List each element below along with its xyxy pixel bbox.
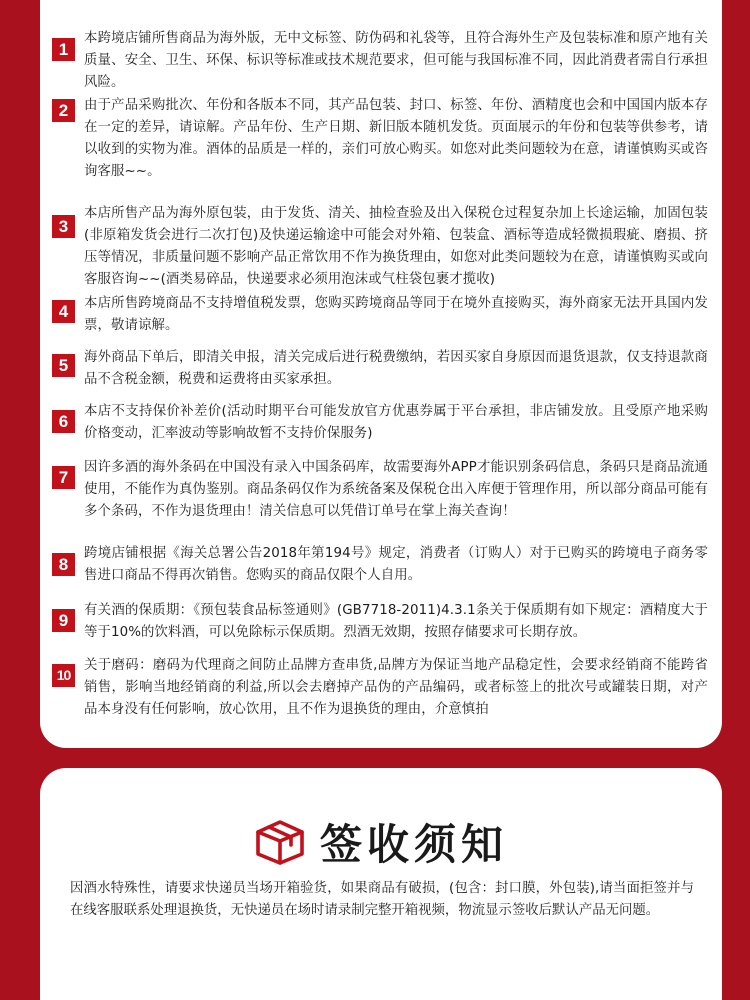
notice-number-badge: 9 — [52, 609, 75, 632]
notice-text: 因许多酒的海外条码在中国没有录入中国条码库，故需要海外APP才能识别条码信息，条码只是商品流通使用，不能作为真伪鉴别。商品条码仅作为系统备案及保税仓出入库便于管理作用，所以部分商品可能有多个条码，不作为退货理由！清关信息可以凭借订单号在掌上海关查询！ — [84, 460, 708, 519]
sign-header — [40, 810, 722, 874]
sign-card — [40, 768, 722, 1000]
notice-number-badge: 8 — [52, 553, 75, 576]
notice-card — [40, 0, 722, 748]
notice-text: 跨境店铺根据《海关总署公告2018年第194号》规定，消费者（订购人）对于已购买的跨境电子商务零售进口商品不得再次销售。您购买的商品仅限个人自用。 — [84, 546, 708, 583]
notice-number-badge: 4 — [52, 300, 75, 323]
notice-text: 本店所售跨境商品不支持增值税发票，您购买跨境商品等同于在境外直接购买，海外商家无法开具国内发票，敬请谅解。 — [84, 296, 708, 333]
notice-number-badge: 1 — [52, 38, 75, 61]
notice-number-badge: 7 — [52, 466, 75, 489]
notice-text: 关于磨码：磨码为代理商之间防止品牌方查串货,品牌方为保证当地产品稳定性，会要求经销商不能跨省销售，影响当地经销商的利益,所以会去磨掉产品伪的产品编码，或者标签上的批次号或罐装日期，对产品本身没有任何影响，放心饮用，且不作为退换货的理由，介意慎拍 — [84, 658, 708, 717]
sign-title: 签收须知 — [319, 820, 508, 869]
sign-text: 因酒水特殊性，请要求快递员当场开箱验货，如果商品有破损，(包含：封口膜，外包装),请当面拒签并与在线客服联系处理退换货，无快递员在场时请录制完整开箱视频，物流显示签收后默认产品无问题。 — [70, 881, 694, 918]
notice-number-badge: 5 — [52, 354, 75, 377]
notice-number-badge: 6 — [52, 410, 75, 433]
notice-number-badge: 10 — [52, 664, 75, 687]
notice-text: 海外商品下单后，即清关申报，清关完成后进行税费缴纳，若因买家自身原因而退货退款，仅支持退款商品不含税金额，税费和运费将由买家承担。 — [84, 350, 708, 387]
notice-number-badge: 2 — [52, 99, 75, 122]
notice-text: 本店所售产品为海外原包装，由于发货、清关、抽检查验及出入保税仓过程复杂加上长途运输，加固包装(非原箱发货会进行二次打包)及快递运输途中可能会对外箱、包装盒、酒标等造成轻微损瑕疵、磨损、挤压等情况，非质量问题不影响产品正常饮用不作为换货理由，如您对此类问题较为在意，请谨慎购买或向客服咨询~~(酒类易碎品，快递要求必须用泡沫或气柱袋包裹才揽收) — [84, 206, 708, 287]
notice-number-badge: 3 — [52, 215, 75, 238]
notice-text: 由于产品采购批次、年份和各版本不同，其产品包装、封口、标签、年份、酒精度也会和中国国内版本存在一定的差异，请谅解。产品年份、生产日期、新旧版本随机发货。页面展示的年份和包装等供参考，请以收到的实物为准。酒体的品质是一样的，亲们可放心购买。如您对此类问题较为在意，请谨慎购买或咨询客服~~。 — [84, 98, 708, 179]
package-box-icon — [254, 818, 306, 866]
notice-text: 本店不支持保价补差价(活动时期平台可能发放官方优惠券属于平台承担，非店铺发放。且受原产地采购价格变动，汇率波动等影响故暂不支持价保服务) — [84, 404, 708, 441]
notice-text: 本跨境店铺所售商品为海外版，无中文标签、防伪码和礼袋等，且符合海外生产及包装标准和原产地有关质量、安全、卫生、环保、标识等标准或技术规范要求，但可能与我国标准不同，因此消费者需自行承担风险。 — [84, 31, 708, 90]
notice-text: 有关酒的保质期：《预包装食品标签通则》(GB7718-2011)4.3.1条关于保质期有如下规定：酒精度大于等于10%的饮料酒，可以免除标示保质期。烈酒无效期，按照存储要求可长期存放。 — [84, 603, 708, 640]
